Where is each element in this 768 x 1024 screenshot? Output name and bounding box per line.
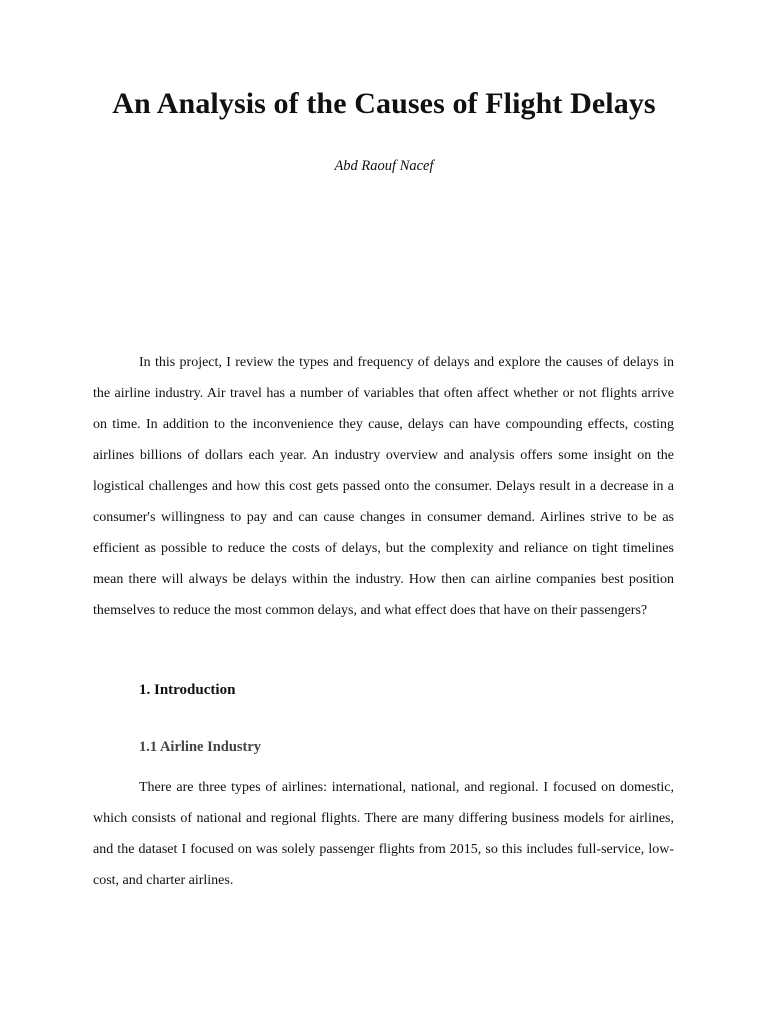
airline-industry-paragraph: There are three types of airlines: international, national, and regional. I focused on domestic, which consists of national and regional flights. There are many differing business models for airlines, and the dataset I focused on was solely passenger flights from 2015, so this includes full-service, low-cost, and charter airlines. (93, 780, 674, 888)
author-name: Abd Raouf Nacef (334, 158, 434, 174)
subsection-heading-airline-industry: 1.1 Airline Industry (139, 739, 262, 755)
section-heading-introduction: 1. Introduction (139, 682, 236, 698)
abstract-paragraph: In this project, I review the types and frequency of delays and explore the causes of delays in the airline industry. Air travel has a number of variables that often affect whether or not flights arrive on time. In addition to the inconvenience they cause, delays can have compounding effects, costing airlines billions of dollars each year. An industry overview and analysis offers some insight on the logistical challenges and how this cost gets passed onto the consumer. Delays result in a decrease in a consumer's willingness to pay and can cause changes in consumer demand. Airlines strive to be as efficient as possible to reduce the costs of delays, but the complexity and reliance on tight timelines mean there will always be delays within the industry. How then can airline companies best position themselves to reduce the most common delays, and what effect does that have on their passengers? (93, 355, 674, 618)
document-title: An Analysis of the Causes of Flight Delays (112, 87, 656, 120)
